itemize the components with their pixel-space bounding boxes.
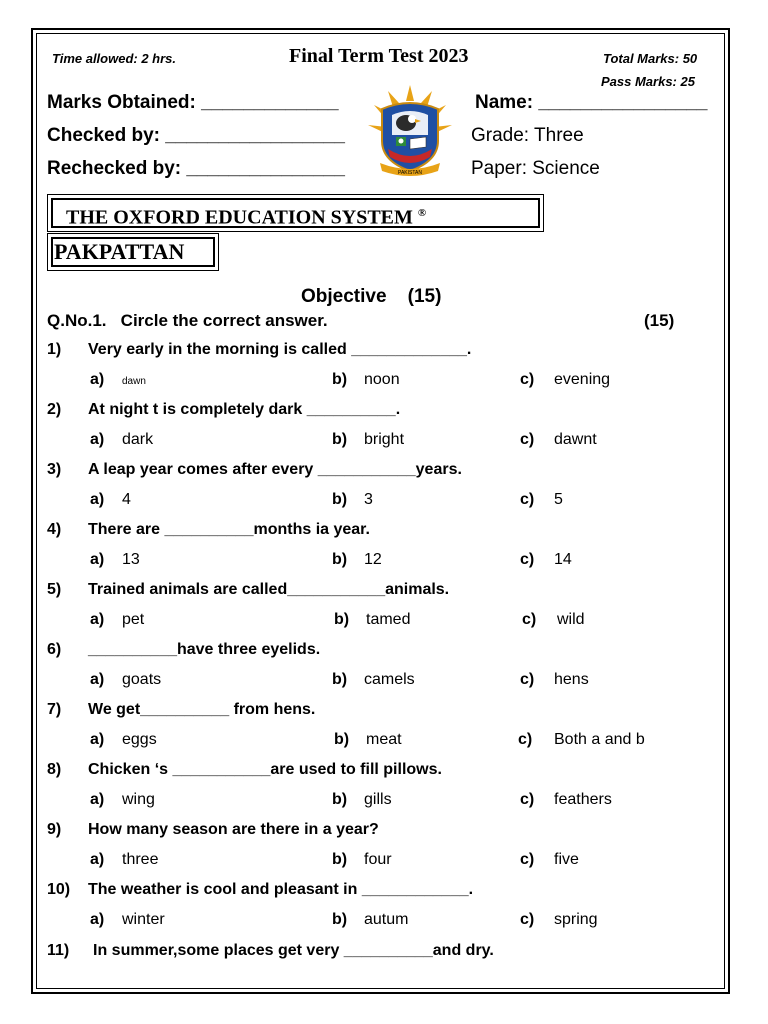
- seal-text: PAKISTAN: [398, 170, 422, 176]
- option-b: noon: [364, 371, 400, 388]
- option-label-a: a): [90, 851, 105, 868]
- option-a: three: [122, 851, 159, 868]
- school-crest-logo: [366, 83, 454, 181]
- option-label-b: b): [332, 491, 348, 508]
- option-label-b: b): [332, 371, 348, 388]
- option-label-b: b): [332, 431, 348, 448]
- question-text: At night t is completely dark __________.: [88, 401, 401, 418]
- option-c: 5: [554, 491, 563, 508]
- option-c: evening: [554, 371, 611, 388]
- option-label-c: c): [520, 491, 535, 508]
- question-number: 8): [47, 761, 62, 778]
- option-label-c: c): [520, 431, 535, 448]
- option-label-a: a): [90, 791, 105, 808]
- option-c: Both a and b: [554, 731, 645, 748]
- option-label-b: b): [334, 611, 350, 628]
- option-c: five: [554, 851, 579, 868]
- time-allowed: Time allowed: 2 hrs.: [52, 51, 177, 66]
- option-a: pet: [122, 611, 145, 628]
- option-label-b: b): [332, 911, 348, 928]
- option-a: goats: [122, 671, 162, 688]
- pass-marks: Pass Marks: 25: [601, 74, 695, 89]
- question-text: __________have three eyelids.: [88, 641, 321, 658]
- question-text: How many season are there in a year?: [88, 821, 379, 838]
- question-text: In summer,some places get very __________and dry.: [93, 942, 494, 959]
- option-label-a: a): [90, 611, 105, 628]
- option-c: hens: [554, 671, 589, 688]
- question-marks: (15): [644, 311, 675, 330]
- option-b: 12: [364, 551, 382, 568]
- question-number: 3): [47, 461, 62, 478]
- option-label-b: b): [334, 731, 350, 748]
- question-text: Very early in the morning is called _____________.: [88, 341, 472, 358]
- option-label-b: b): [332, 671, 348, 688]
- question-text: Chicken ‘s ___________are used to fill pillows.: [88, 761, 442, 778]
- option-label-a: a): [90, 911, 105, 928]
- total-marks: Total Marks: 50: [603, 51, 698, 66]
- option-label-b: b): [332, 551, 348, 568]
- option-a: eggs: [122, 731, 157, 748]
- option-label-a: a): [90, 551, 105, 568]
- question-number: 11): [47, 942, 70, 959]
- option-c: feathers: [554, 791, 612, 808]
- option-label-c: c): [520, 911, 535, 928]
- option-label-c: c): [522, 611, 537, 628]
- option-c: spring: [554, 911, 598, 928]
- question-number: 1): [47, 341, 62, 358]
- option-label-b: b): [332, 791, 348, 808]
- question-text: The weather is cool and pleasant in ____________.: [88, 881, 474, 898]
- option-b: meat: [366, 731, 402, 748]
- option-b: gills: [364, 791, 392, 808]
- section-title: Objective (15): [301, 286, 442, 307]
- checked-by-field: Checked by: _________________: [47, 125, 345, 146]
- option-label-a: a): [90, 731, 105, 748]
- question-number: 7): [47, 701, 62, 718]
- option-label-c: c): [520, 551, 535, 568]
- option-label-a: a): [90, 491, 105, 508]
- question-text: There are __________months ia year.: [88, 521, 370, 538]
- option-a: dawn: [122, 376, 146, 387]
- grade-field: Grade: Three: [471, 125, 584, 146]
- city-name: PAKPATTAN: [54, 239, 185, 264]
- option-c: 14: [554, 551, 572, 568]
- rechecked-by-field: Rechecked by: _______________: [47, 158, 345, 179]
- test-title: Final Term Test 2023: [289, 45, 469, 67]
- option-label-c: c): [520, 791, 535, 808]
- question-number: 5): [47, 581, 62, 598]
- option-label-b: b): [332, 851, 348, 868]
- option-b: tamed: [366, 611, 411, 628]
- option-a: 4: [122, 491, 131, 508]
- option-label-c: c): [520, 671, 535, 688]
- option-label-c: c): [520, 371, 535, 388]
- question-instruction: Q.No.1. Circle the correct answer.: [47, 311, 328, 330]
- option-b: autum: [364, 911, 409, 928]
- option-b: four: [364, 851, 392, 868]
- option-c: dawnt: [554, 431, 597, 448]
- school-name: THE OXFORD EDUCATION SYSTEM: [66, 206, 413, 229]
- option-a: wing: [122, 791, 155, 808]
- question-number: 10): [47, 881, 71, 898]
- option-a: winter: [122, 911, 165, 928]
- option-label-a: a): [90, 371, 105, 388]
- option-label-a: a): [90, 431, 105, 448]
- option-b: bright: [364, 431, 405, 448]
- option-c: wild: [557, 611, 585, 628]
- paper-field: Paper: Science: [471, 158, 600, 179]
- option-label-a: a): [90, 671, 105, 688]
- registered-mark: ®: [417, 207, 427, 219]
- option-label-c: c): [520, 851, 535, 868]
- question-number: 2): [47, 401, 62, 418]
- question-text: A leap year comes after every ___________years.: [88, 461, 462, 478]
- question-number: 4): [47, 521, 62, 538]
- question-number: 6): [47, 641, 62, 658]
- school-name-box: [51, 198, 540, 228]
- option-b: 3: [364, 491, 373, 508]
- question-text: Trained animals are called___________animals.: [88, 581, 450, 598]
- marks-obtained-field: Marks Obtained: _____________: [47, 92, 339, 113]
- option-b: camels: [364, 671, 415, 688]
- question-text: We get__________ from hens.: [88, 701, 316, 718]
- option-label-c: c): [518, 731, 533, 748]
- city-box: [51, 237, 215, 267]
- name-field: Name: ________________: [475, 92, 708, 113]
- option-a: 13: [122, 551, 140, 568]
- question-number: 9): [47, 821, 62, 838]
- option-a: dark: [122, 431, 154, 448]
